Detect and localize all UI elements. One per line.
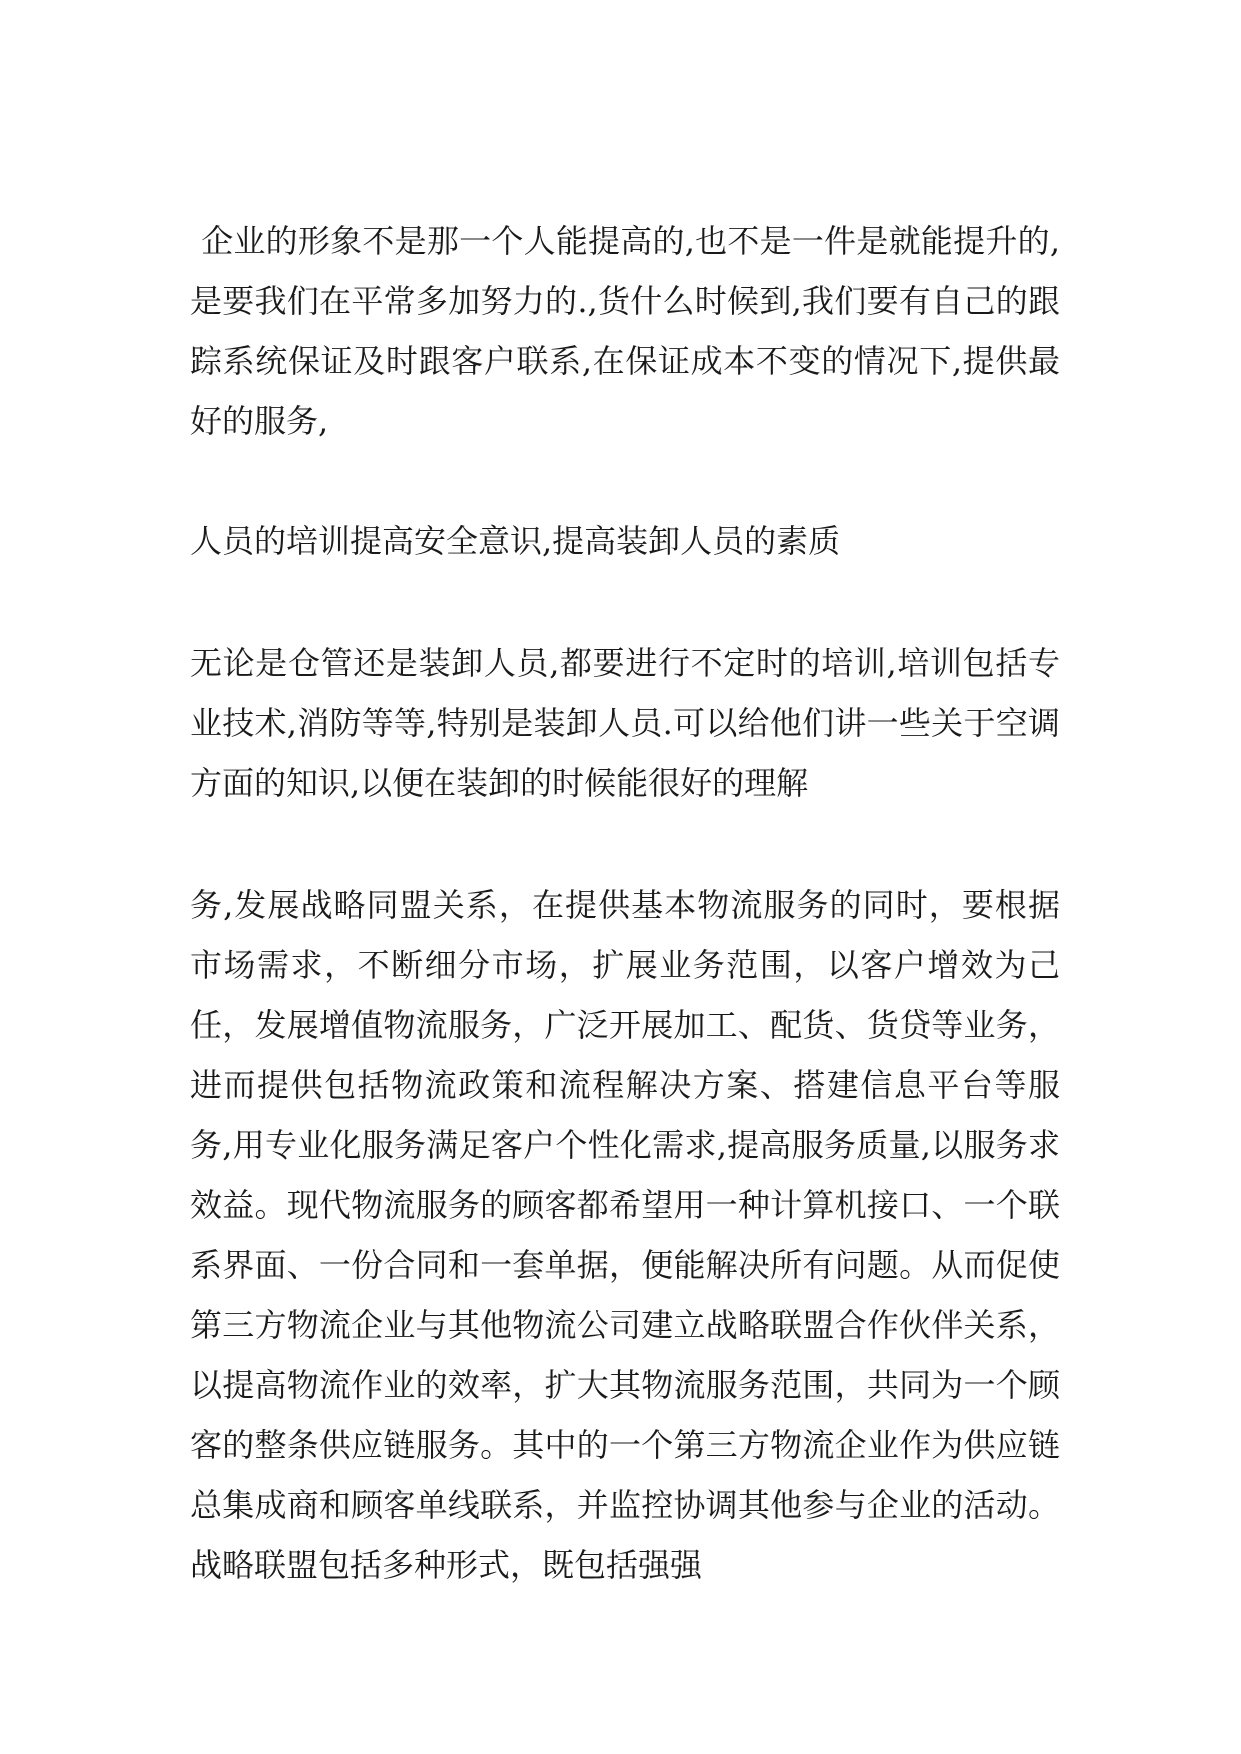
paragraph-gap (190, 813, 1060, 875)
paragraph-training-heading: 人员的培训提高安全意识,提高装卸人员的素质 (190, 522, 841, 560)
paragraph-gap (190, 571, 1060, 633)
document-body (190, 211, 1060, 1595)
paragraph-training-details: 无论是仓管还是装卸人员,都要进行不定时的培训,培训包括专业技术,消防等等,特别是装卸人员.可以给他们讲一些关于空调方面的知识,以便在装卸的时候能很好的理解 (190, 644, 1060, 802)
paragraph-company-image: 企业的形象不是那一个人能提高的,也不是一件是就能提升的,是要我们在平常多加努力的.,货什么时候到,我们要有自己的跟踪系统保证及时跟客户联系,在保证成本不变的情况下,提供最好的服务, (190, 222, 1060, 440)
paragraph-strategic-alliance: 务,发展战略同盟关系，在提供基本物流服务的同时，要根据市场需求，不断细分市场，扩展业务范围，以客户增效为己任，发展增值物流服务，广泛开展加工、配货、货贷等业务，进而提供包括物流政策和流程解决方案、搭建信息平台等服务,用专业化服务满足客户个性化需求,提高服务质量,以服务求效益。现代物流服务的顾客都希望用一种计算机接口、一个联系界面、一份合同和一套单据，便能解决所有问题。从而促使第三方物流企业与其他物流公司建立战略联盟合作伙伴关系，以提高物流作业的效率，扩大其物流服务范围，共同为一个顾客的整条供应链服务。其中的一个第三方物流企业作为供应链总集成商和顾客单线联系，并监控协调其他参与企业的活动。战略联盟包括多种形式，既包括强强 (190, 886, 1060, 1584)
paragraph-gap (190, 451, 1060, 511)
